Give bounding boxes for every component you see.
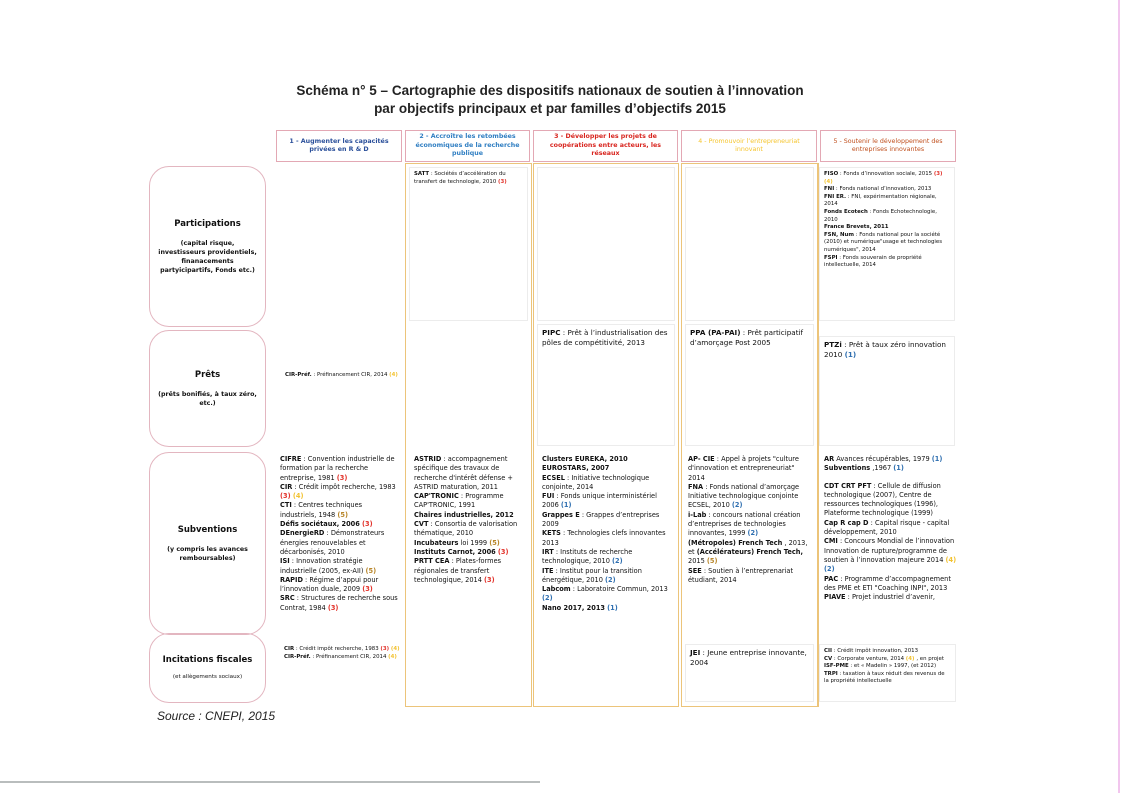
dispositif-description: : Concours Mondial de l’innovation Innovation de rupture/programme de soutien à l’innovation majeure 2014 — [824, 537, 955, 564]
dispositif-description: : et « Madelin » 1997, (et 2012) — [848, 663, 937, 670]
dispositif-entry — [824, 575, 959, 594]
cell-incitations-col1 — [279, 642, 405, 672]
dispositif-description: : Prêt participatif d’amorçage Post 2005 — [690, 328, 804, 347]
objective-tag: (5) — [489, 538, 500, 547]
dispositif-entry — [690, 328, 809, 348]
dispositif-acronym: Clusters EUREKA, 2010 — [542, 455, 628, 463]
dispositif-acronym: PRTT CEA — [414, 557, 450, 566]
source-note: Source : CNEPI, 2015 — [157, 709, 276, 723]
dispositif-entry — [824, 663, 951, 671]
dispositif-acronym: Défis sociétaux, 2006 — [280, 520, 360, 529]
objective-tag: (5) — [706, 557, 718, 566]
dispositif-description: : Initiative technologique conjointe, 2014 — [542, 473, 650, 491]
dispositif-entry — [542, 455, 672, 464]
dispositif-entry — [688, 539, 812, 567]
dispositif-acronym: Instituts Carnot, 2006 — [414, 547, 496, 556]
dispositif-entry — [542, 548, 672, 567]
dispositif-acronym: France Brevets, 2011 — [824, 224, 889, 231]
objective-tag: (2) — [612, 557, 623, 566]
dispositif-acronym: CIR — [280, 482, 293, 491]
dispositif-entry — [285, 372, 399, 380]
dispositif-description: , en projet — [916, 655, 944, 662]
dispositif-description: : Sociétés d’accélération du transfert de technologie, 2010 — [414, 171, 506, 185]
dispositif-description: 2015 — [688, 557, 707, 566]
row-subtitle: (y compris les avances remboursables) — [167, 545, 248, 562]
dispositif-description: Avances récupérables, 1979 — [834, 455, 932, 463]
dispositif-description: : Programme d’accompagnement des PME et ETI "Coaching INPI", 2013 — [824, 574, 951, 592]
dispositif-acronym: Chaires industrielles, 2012 — [414, 510, 514, 519]
dispositif-acronym: PAC — [824, 574, 839, 583]
dispositif-description: : Laboratoire Commun, 2013 — [570, 585, 668, 594]
dispositif-acronym: ISF-PME — [824, 663, 849, 670]
dispositif-description: : Corporate venture, 2014 — [832, 655, 906, 662]
dispositif-acronym: CIR-Préf. — [285, 372, 312, 378]
dispositif-description: : Crédit impôt innovation, 2013 — [831, 648, 919, 654]
dispositif-acronym: CAP'TRONIC — [414, 492, 459, 501]
objective-tag: (2) — [605, 575, 616, 584]
cell-participations-col5 — [819, 167, 955, 321]
dispositif-acronym: SEE — [688, 566, 702, 575]
dispositif-acronym: FNA — [688, 482, 704, 491]
dispositif-entry — [688, 567, 812, 586]
dispositif-description: : Technologies clefs innovantes 2013 — [542, 529, 666, 547]
dispositif-entry — [688, 511, 812, 539]
dispositif-description: : Démonstrateurs énergies renouvelables et décarbonisés, 2010 — [280, 529, 385, 556]
dispositif-description: : Fonds national pour la société (2010) et numérique"usage et technologies numériques", 2014 — [824, 231, 943, 253]
cell-subventions-col5 — [819, 451, 964, 641]
dispositif-entry — [824, 455, 959, 464]
dispositif-description: : Plates-formes régionales de transfert technologique, 2014 — [414, 557, 502, 584]
dispositif-entry — [542, 511, 672, 530]
dispositif-entry — [542, 492, 672, 511]
objective-tag: (2) — [542, 594, 553, 603]
dispositif-description: ,1967 — [870, 464, 894, 473]
dispositif-entry — [824, 656, 951, 664]
dispositif-entry — [414, 520, 525, 539]
dispositif-acronym: PIAVE — [824, 593, 846, 602]
dispositif-entry — [280, 576, 400, 595]
objective-tag: (4) — [292, 492, 304, 501]
dispositif-acronym: AR — [824, 455, 835, 463]
dispositif-description: : taxation à taux réduit des revenus de la propriété intellectuelle — [824, 670, 945, 685]
objective-tag: (1) — [893, 464, 904, 473]
dispositif-description: : Jeune entreprise innovante, 2004 — [690, 648, 807, 667]
dispositif-acronym: CIR-Préf. — [284, 653, 311, 660]
cell-prets-col1 — [280, 368, 404, 398]
objective-tag: (1) — [607, 603, 618, 612]
row-title: Subventions — [177, 524, 238, 535]
dispositif-entry — [824, 232, 950, 255]
dispositif-entry — [414, 455, 525, 492]
dispositif-entry — [824, 194, 950, 209]
dispositif-acronym: CII — [824, 648, 832, 654]
column-header-4: 4 - Promouvoir l’entrepreneuriat innovant — [681, 130, 817, 162]
dispositif-acronym: DEnergieRD — [280, 529, 325, 538]
objective-tag: (1) — [844, 350, 857, 359]
dispositif-description: loi 1999 — [458, 538, 490, 547]
dispositif-entry — [824, 340, 950, 360]
dispositif-acronym: FSPI — [824, 254, 838, 261]
column-header-3: 3 - Développer les projets de coopérations entre acteurs, les réseaux — [533, 130, 678, 162]
dispositif-description: : Structures de recherche sous Contrat, 1984 — [280, 594, 398, 612]
cell-participations-col3 — [537, 167, 675, 321]
dispositif-entry — [414, 548, 525, 557]
objective-tag: (3) — [362, 585, 373, 594]
row-subtitle: (prêts bonifiés, à taux zéro, etc.) — [158, 390, 257, 407]
column-header-5: 5 - Soutenir le développement des entreprises innovantes — [820, 130, 956, 162]
dispositif-description: : Crédit impôt recherche, 1983 — [292, 482, 396, 491]
dispositif-entry — [280, 483, 400, 502]
dispositif-acronym: ITE — [542, 566, 554, 575]
dispositif-acronym: FISO — [824, 171, 839, 177]
diagram-title — [270, 82, 830, 118]
dispositif-entry — [414, 511, 525, 520]
dispositif-entry — [824, 482, 959, 519]
dispositif-acronym: SRC — [280, 594, 295, 603]
objective-tag: (2) — [824, 565, 835, 574]
dispositif-acronym: AP- CIE — [688, 455, 715, 463]
dispositif-description: : Crédit impôt recherche, 1983 — [294, 646, 381, 652]
dispositif-acronym: ECSEL — [542, 473, 565, 482]
dispositif-acronym: Cap R cap D — [824, 518, 869, 527]
cell-subventions-col2 — [409, 451, 530, 611]
dispositif-acronym: PPA (PA-PAI) — [690, 328, 741, 337]
objective-tag: (4) — [390, 646, 400, 652]
dispositif-description: : Fonds national d’innovation, 2013 — [834, 186, 932, 193]
dispositif-description: : Projet industriel d’avenir, — [845, 593, 936, 602]
dispositif-description: : Grappes d’entreprises 2009 — [542, 510, 660, 529]
dispositif-entry — [824, 464, 959, 473]
row-label-incitations — [149, 633, 266, 703]
cell-subventions-col3 — [537, 451, 677, 643]
dispositif-entry — [824, 171, 950, 186]
dispositif-acronym: CVT — [414, 520, 429, 529]
objective-tag: (4) — [388, 653, 397, 660]
dispositif-description: : Soutien à l’entreprenariat étudiant, 2014 — [688, 566, 794, 584]
dispositif-acronym: FSN, Num — [824, 231, 854, 238]
dispositif-acronym: JEI — [690, 648, 701, 657]
cell-subventions-col4 — [683, 451, 817, 616]
objective-tag: (3) — [361, 520, 373, 529]
dispositif-description: : Appel à projets "culture d'innovation et entrepreneuriat" 2014 — [688, 455, 799, 482]
dispositif-acronym: RAPID — [280, 575, 303, 584]
column-header-1: 1 - Augmenter les capacités privées en R & D — [276, 130, 402, 162]
objective-tag: (3) — [497, 178, 507, 185]
cell-participations-col2 — [409, 167, 528, 321]
objective-tag: (3) — [484, 575, 495, 584]
spacer — [824, 474, 959, 482]
dispositif-entry — [280, 557, 400, 576]
dispositif-description: : Institut pour la transition énergétique, 2010 — [542, 566, 642, 584]
dispositif-entry — [690, 648, 809, 668]
row-label-participations — [149, 166, 266, 327]
objective-tag: (2) — [731, 501, 743, 510]
dispositif-entry — [824, 648, 951, 656]
dispositif-description: : accompagnement spécifique des travaux de recherche d'intérêt défense + ASTRID maturation, 2011 — [414, 455, 513, 491]
dispositif-entry — [280, 501, 400, 520]
dispositif-description: : Innovation stratégie industrielle (2005, ex-AII) — [280, 557, 366, 575]
dispositif-entry — [542, 585, 672, 604]
dispositif-entry — [280, 529, 400, 557]
dispositif-entry — [542, 567, 672, 586]
dispositif-acronym: CIR — [284, 646, 295, 652]
dispositif-entry — [688, 483, 812, 511]
dispositif-entry — [824, 209, 950, 224]
dispositif-description: : FNI, expérimentation régionale, 2014 — [824, 193, 937, 208]
objective-tag: (1) — [931, 455, 943, 463]
dispositif-entry — [542, 529, 672, 548]
dispositif-acronym: TRPI — [824, 670, 838, 677]
dispositif-entry — [542, 474, 672, 493]
cell-incitations-col5 — [819, 644, 956, 702]
dispositif-acronym: Incubateurs — [414, 538, 459, 547]
objective-tag: (3) — [327, 603, 339, 612]
dispositif-acronym: FUI — [542, 492, 555, 501]
dispositif-description: : Régime d’appui pour l’innovation duale, 2009 — [280, 575, 379, 594]
dispositif-description: , 2013, et — [688, 538, 808, 556]
cell-incitations-col4 — [685, 644, 814, 702]
dispositif-entry — [284, 654, 400, 662]
dispositif-entry — [824, 537, 959, 574]
objective-tag: (3) — [933, 171, 943, 177]
dispositif-entry — [824, 255, 950, 270]
dispositif-description: : Prêt à l’industrialisation des pôles de compétitivité, 2013 — [542, 328, 668, 347]
objective-tag: (2) — [747, 529, 759, 538]
dispositif-description: : Fonds souverain de propriété intellectuelle, 2014 — [824, 254, 922, 269]
objective-tag: (4) — [905, 655, 917, 662]
dispositif-entry — [542, 464, 672, 473]
column-header-2: 2 - Accroître les retombées économiques de la recherche publique — [405, 130, 530, 162]
dispositif-acronym: FNI — [824, 186, 835, 193]
dispositif-acronym: CMI — [824, 537, 838, 546]
objective-tag: (1) — [560, 501, 572, 510]
objective-tag: (4) — [389, 372, 398, 378]
dispositif-entry — [542, 604, 672, 613]
cell-prets-col4 — [685, 324, 814, 446]
dispositif-acronym: (Accélérateurs) French Tech, — [696, 547, 803, 556]
dispositif-acronym: ISI — [280, 557, 290, 566]
dispositif-acronym: ASTRID — [414, 455, 442, 463]
dispositif-acronym: IRT — [542, 547, 554, 556]
row-title: Incitations fiscales — [162, 654, 253, 665]
objective-tag: (3) — [280, 492, 293, 501]
dispositif-acronym: KETS — [542, 529, 561, 538]
row-subtitle: (capital risque, investisseurs providentiels, finanacements partyicipartifs, Fonds etc.) — [158, 239, 257, 274]
dispositif-acronym: PIPC — [542, 328, 561, 337]
page-edge-line — [1118, 0, 1120, 793]
dispositif-acronym: Fonds Ecotech — [824, 208, 868, 215]
cell-subventions-col1 — [275, 451, 405, 631]
dispositif-entry — [542, 328, 670, 348]
objective-tag: (3) — [497, 547, 509, 556]
dispositif-acronym: CV — [824, 655, 833, 662]
cell-participations-col4 — [685, 167, 814, 321]
dispositif-acronym: FNI ER. — [824, 193, 847, 200]
dispositif-acronym: CDT CRT PFT — [824, 481, 872, 490]
dispositif-acronym: (Métropoles) French Tech — [688, 538, 783, 547]
dispositif-acronym: SATT — [414, 171, 430, 177]
dispositif-description: : Fonds national d’amorçage Initiative technologique conjointe ECSEL, 2010 — [688, 482, 800, 510]
dispositif-acronym: Grappes E — [542, 510, 580, 519]
dispositif-acronym: CTI — [280, 501, 292, 510]
title-line-2: par objectifs principaux et par familles d’objectifs 2015 — [374, 101, 726, 116]
dispositif-entry — [824, 519, 959, 538]
dispositif-description: : Fonds unique interministériel 2006 — [542, 492, 657, 510]
dispositif-entry — [414, 557, 525, 585]
row-label-subventions — [149, 452, 266, 635]
row-subtitle: (et allègements sociaux) — [172, 673, 243, 680]
cell-prets-col3 — [537, 324, 675, 446]
dispositif-description: : Capital risque - capital développement, 2010 — [824, 518, 950, 537]
dispositif-description: : Instituts de recherche technologique, 2010 — [542, 547, 633, 566]
scan-bottom-edge — [0, 781, 540, 783]
dispositif-acronym: Labcom — [542, 585, 571, 594]
dispositif-description: : Consortia de valorisation thématique, 2010 — [414, 520, 518, 538]
dispositif-entry — [824, 186, 950, 194]
objective-tag: (3) — [380, 646, 391, 652]
dispositif-entry — [280, 594, 400, 613]
dispositif-description: : Cellule de diffusion technologique (2007), Centre de ressources technologiques (1996), Plateforme technologique (1999) — [824, 481, 941, 518]
dispositif-entry — [280, 455, 400, 483]
dispositif-description: : Programme CAP'TRONIC, 1991 — [414, 492, 504, 510]
dispositif-acronym: CIFRE — [280, 455, 302, 463]
dispositif-entry — [280, 520, 400, 529]
row-title: Prêts — [194, 369, 221, 380]
objective-tag: (5) — [365, 566, 377, 575]
dispositif-acronym: EUROSTARS, 2007 — [542, 464, 610, 473]
dispositif-description: : Fonds Echotechnologie, 2010 — [824, 208, 937, 223]
dispositif-acronym: PTZi — [824, 340, 842, 349]
cell-prets-col2 — [409, 324, 528, 446]
dispositif-description: : Prêt à taux zéro innovation 2010 — [824, 340, 946, 359]
dispositif-acronym: i-Lab — [688, 510, 707, 519]
objective-tag: (4) — [824, 178, 833, 185]
dispositif-entry — [284, 646, 400, 654]
dispositif-entry — [824, 593, 959, 602]
objective-tag: (5) — [337, 510, 348, 519]
dispositif-entry — [824, 671, 951, 686]
row-title: Participations — [174, 218, 241, 229]
dispositif-entry — [414, 171, 523, 186]
dispositif-entry — [824, 224, 950, 232]
dispositif-entry — [414, 539, 525, 548]
title-line-1: Schéma n° 5 – Cartographie des dispositifs nationaux de soutien à l’innovation — [296, 83, 804, 98]
dispositif-description: : Fonds d’innovation sociale, 2015 — [838, 171, 934, 177]
cell-prets-col5 — [819, 336, 955, 446]
dispositif-description: : Convention industrielle de formation par la recherche entreprise, 1981 — [280, 455, 395, 482]
dispositif-description: : Préfinancement CIR, 2014 — [311, 372, 390, 378]
dispositif-description: : concours national création d’entreprises de technologies innovantes, 1999 — [688, 510, 801, 538]
dispositif-acronym: Subventions — [824, 464, 871, 473]
objective-tag: (4) — [945, 555, 957, 564]
dispositif-entry — [414, 492, 525, 511]
row-label-prets — [149, 330, 266, 447]
dispositif-acronym: Nano 2017, 2013 — [542, 603, 605, 612]
dispositif-description: : Préfinancement CIR, 2014 — [310, 653, 389, 660]
dispositif-entry — [688, 455, 812, 483]
dispositif-description: : Centres techniques industriels, 1948 — [280, 501, 363, 519]
objective-tag: (3) — [336, 473, 348, 482]
